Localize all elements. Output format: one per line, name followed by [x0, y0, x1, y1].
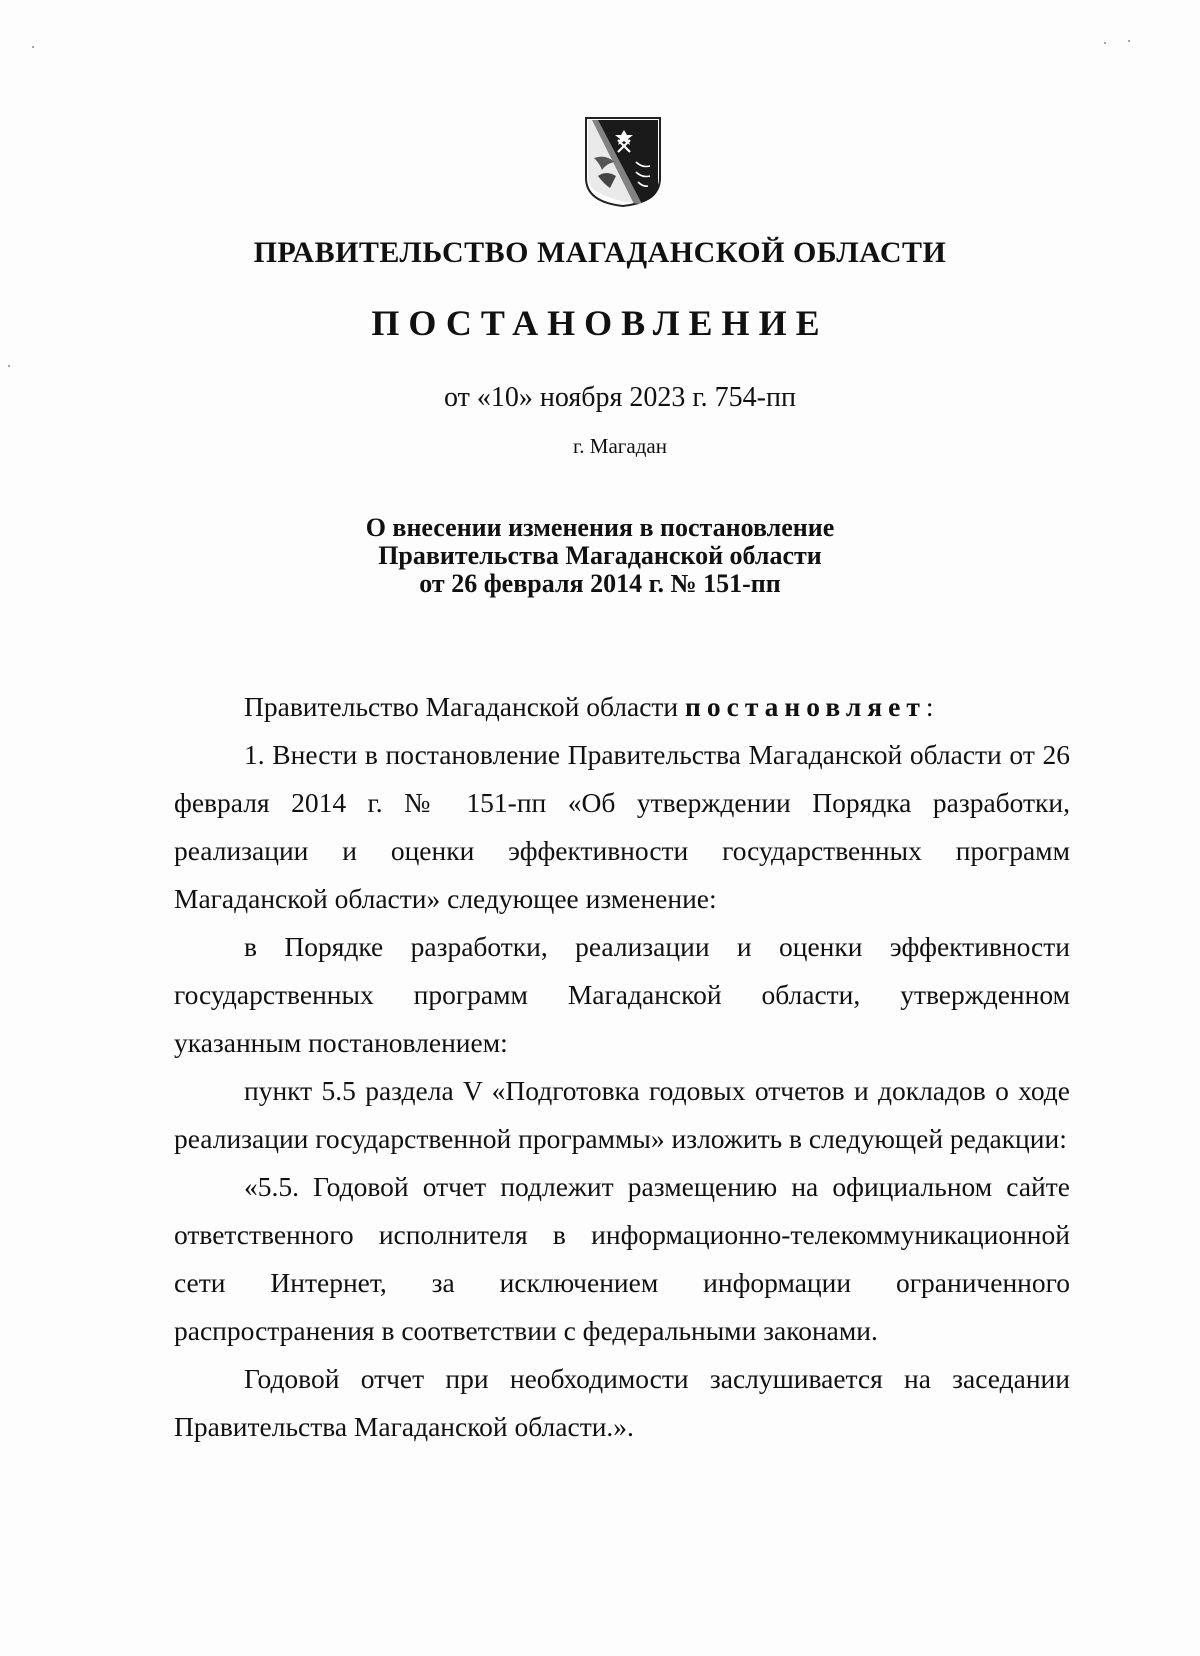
- document-city: г. Магадан: [573, 434, 667, 458]
- document-body: [174, 683, 1070, 1451]
- paragraph-5: Годовой отчет при необходимости заслушивается на заседании Правительства Магаданской области.».: [174, 1363, 1070, 1442]
- scan-speck: [1104, 42, 1106, 44]
- title-line: от 26 февраля 2014 г. № 151-пп: [419, 569, 781, 598]
- intro-paragraph: [174, 683, 1070, 731]
- title-line: О внесении изменения в постановление: [365, 513, 835, 542]
- paragraph-4: «5.5. Годовой отчет подлежит размещению на официальном сайте ответственного исполнителя в информационно-телекоммуникационной сети Интернет, за исключением информации ограниченного распространения в соответствии с федеральными законами.: [174, 1171, 1070, 1346]
- organization-name: ПРАВИТЕЛЬСТВО МАГАДАНСКОЙ ОБЛАСТИ: [253, 236, 947, 269]
- intro-text: Правительство Магаданской области: [244, 691, 686, 722]
- coat-of-arms-icon: [584, 116, 662, 208]
- document-date-number: от «10» ноября 2023 г. 754-пп: [444, 382, 796, 413]
- intro-colon: :: [925, 691, 934, 722]
- decree-word: постановляет: [685, 691, 926, 722]
- title-line: Правительства Магаданской области: [378, 541, 822, 570]
- paragraph-3: пункт 5.5 раздела V «Подготовка годовых отчетов и докладов о ходе реализации государственной программы» изложить в следующей редакции:: [174, 1075, 1070, 1154]
- paragraph-2: в Порядке разработки, реализации и оценки эффективности государственных программ Магаданской области, утвержденном указанным постановлением:: [174, 931, 1070, 1058]
- scan-speck: [32, 46, 34, 48]
- scan-speck: [8, 365, 10, 367]
- document-type: ПОСТАНОВЛЕНИЕ: [371, 303, 829, 343]
- document-title: [0, 514, 1200, 598]
- paragraph-1: 1. Внести в постановление Правительства Магаданской области от 26 февраля 2014 г. № 151-пп «Об утверждении Порядка разработки, реализации и оценки эффективности государственных программ Магаданской области» следующее изменение:: [174, 739, 1070, 914]
- scan-speck: [1128, 40, 1130, 42]
